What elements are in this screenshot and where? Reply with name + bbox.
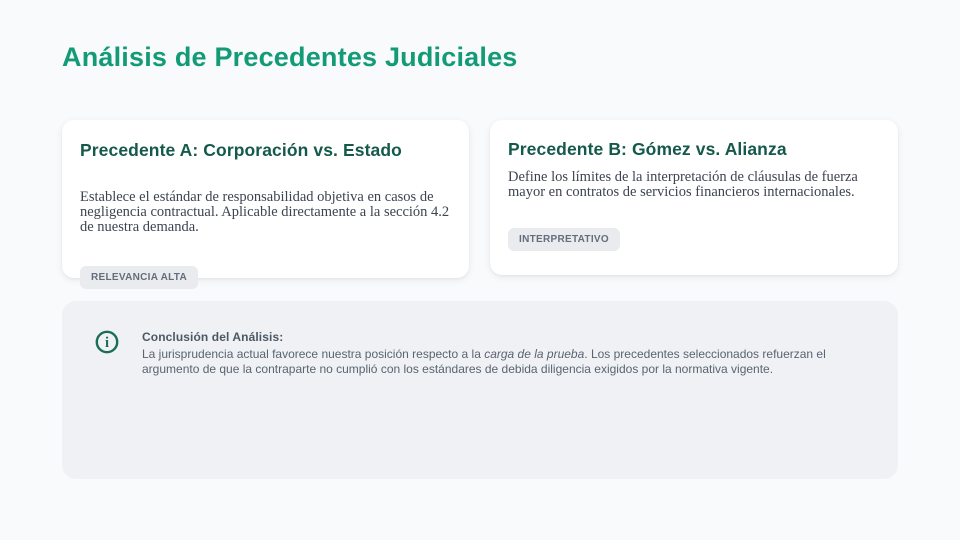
precedent-a-title: Precedente A: Corporación vs. Estado [80, 140, 402, 160]
interpretative-badge: INTERPRETATIVO [508, 228, 620, 251]
relevance-badge: RELEVANCIA ALTA [80, 266, 198, 289]
precedent-b-description: Define los límites de la interpretación de cláusulas de fuerza mayor en contratos de servicios financieros internacionales. [508, 169, 858, 201]
conclusion-text-italic: carga de la prueba [484, 347, 585, 361]
svg-text:i: i [104, 335, 110, 351]
conclusion-text-end: . Los precedentes seleccionados refuerzan el argumento de que la contraparte no cumplió con los estándares de debida diligencia exigidos por la normativa vigente. [142, 347, 826, 377]
precedent-a-description: Establece el estándar de responsabilidad objetiva en casos de negligencia contractual. Aplicable directamente a la sección 4.2 de nuestra demanda. [80, 189, 450, 236]
conclusion-panel [62, 301, 898, 479]
conclusion-text [142, 347, 864, 378]
conclusion-content [142, 330, 864, 378]
precedent-b-title: Precedente B: Gómez vs. Alianza [508, 139, 787, 159]
conclusion-text-start: La jurisprudencia actual favorece nuestra posición respecto a la [142, 347, 485, 361]
precedent-card-b [490, 120, 898, 275]
info-icon [95, 330, 119, 354]
conclusion-heading: Conclusión del Análisis: [142, 330, 284, 344]
page-title: Análisis de Precedentes Judiciales [62, 42, 518, 72]
precedent-card-a [62, 120, 469, 283]
